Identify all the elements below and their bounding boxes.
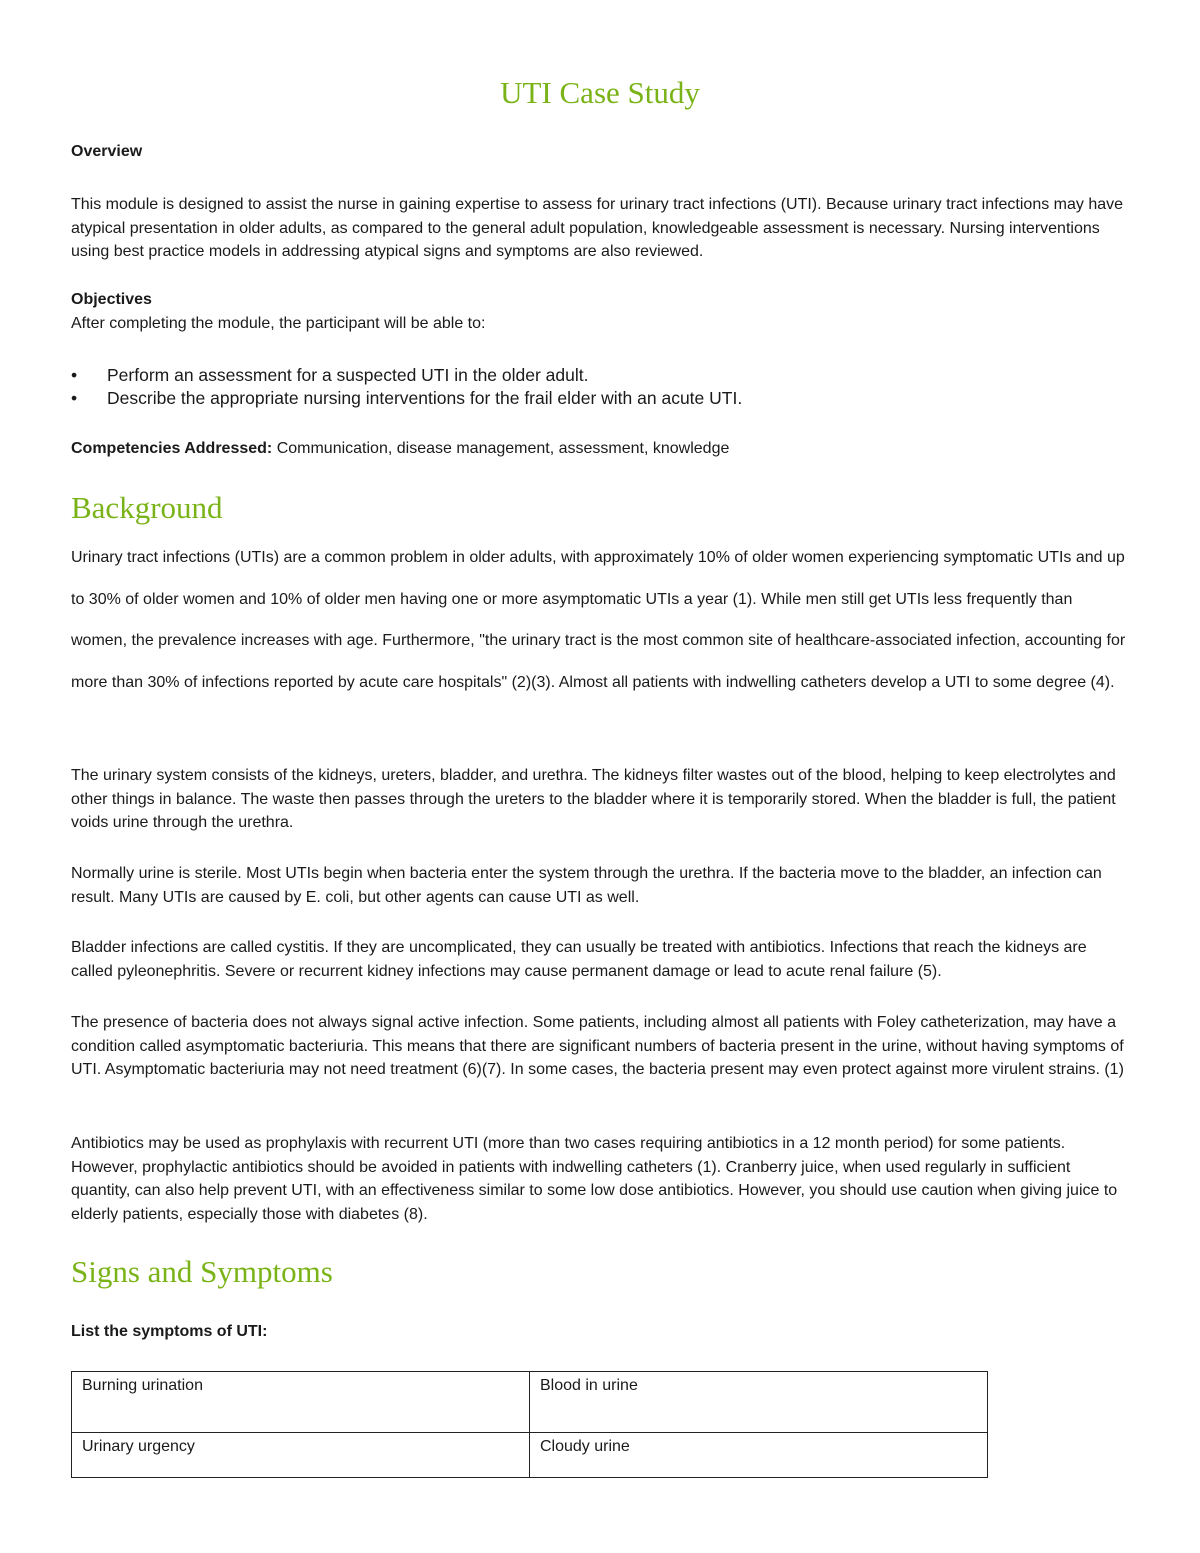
symptoms-table (71, 1371, 988, 1478)
competencies-label: Competencies Addressed: (71, 440, 273, 457)
background-paragraph: The presence of bacteria does not always signal active infection. Some patients, including almost all patients with Foley catheterization, may have a condition called asymptomatic bacteriuria. This means that there are significant numbers of bacteria present in the urine, without having symptoms of UTI. Asymptomatic bacteriuria may not need treatment (6)(7). In some cases, the bacteria present may even protect against more virulent strains. (1) (71, 1014, 1124, 1078)
bullet-icon: • (71, 365, 78, 385)
background-paragraph: Normally urine is sterile. Most UTIs begin when bacteria enter the system through the urethra. If the bacteria move to the bladder, an infection can result. Many UTIs are caused by E. coli, but other agents can cause UTI as well. (71, 865, 1102, 906)
objective-item (71, 364, 742, 387)
competencies-text: Communication, disease management, assessment, knowledge (272, 440, 730, 457)
competencies-line (71, 440, 1131, 458)
table-cell[interactable]: Blood in urine (530, 1372, 988, 1433)
objectives-intro: After completing the module, the participant will be able to: (71, 315, 486, 332)
objective-item (71, 387, 742, 410)
overview-heading: Overview (71, 143, 143, 160)
objectives-list (71, 364, 742, 410)
bullet-icon: • (71, 388, 78, 408)
objectives-heading: Objectives (71, 291, 152, 308)
table-cell[interactable]: Cloudy urine (530, 1433, 988, 1478)
background-paragraph: Bladder infections are called cystitis. If they are uncomplicated, they can usually be treated with antibiotics. Infections that reach the kidneys are called pyleonephritis. Severe or recurrent kidney infections may cause permanent damage or lead to acute renal failure (5). (71, 939, 1087, 980)
table-row (72, 1372, 988, 1433)
objective-text: Perform an assessment for a suspected UTI in the older adult. (107, 365, 589, 385)
document-title: UTI Case Study (500, 75, 700, 110)
table-cell[interactable]: Urinary urgency (72, 1433, 530, 1478)
background-paragraph: The urinary system consists of the kidneys, ureters, bladder, and urethra. The kidneys filter wastes out of the blood, helping to keep electrolytes and other things in balance. The waste then passes through the ureters to the bladder where it is temporarily stored. When the bladder is full, the patient voids urine through the urethra. (71, 767, 1116, 831)
table-row (72, 1433, 988, 1478)
symptoms-prompt: List the symptoms of UTI: (71, 1323, 268, 1340)
background-heading: Background (71, 490, 223, 525)
table-cell[interactable]: Burning urination (72, 1372, 530, 1433)
objective-text: Describe the appropriate nursing interventions for the frail elder with an acute UTI. (107, 388, 743, 408)
signs-heading: Signs and Symptoms (71, 1254, 333, 1289)
background-paragraph: Urinary tract infections (UTIs) are a common problem in older adults, with approximately 10% of older women experiencing symptomatic UTIs and up to 30% of older women and 10% of older men having one or more asymptomatic UTIs a year (1). While men still get UTIs less frequently than women, the prevalence increases with age. Furthermore, "the urinary tract is the most common site of healthcare-associated infection, accounting for more than 30% of infections reported by acute care hospitals" (2)(3). Almost all patients with indwelling catheters develop a UTI to some degree (4). (71, 549, 1126, 691)
background-paragraph: Antibiotics may be used as prophylaxis with recurrent UTI (more than two cases requiring antibiotics in a 12 month period) for some patients. However, prophylactic antibiotics should be avoided in patients with indwelling catheters (1). Cranberry juice, when used regularly in sufficient quantity, can also help prevent UTI, with an effectiveness similar to some low dose antibiotics. However, you should use caution when giving juice to elderly patients, especially those with diabetes (8). (71, 1135, 1118, 1223)
overview-text: This module is designed to assist the nurse in gaining expertise to assess for urinary tract infections (UTI). Because urinary tract infections may have atypical presentation in older adults, as compared to the general adult population, knowledgeable assessment is necessary. Nursing interventions using best practice models in addressing atypical signs and symptoms are also reviewed. (71, 196, 1124, 260)
